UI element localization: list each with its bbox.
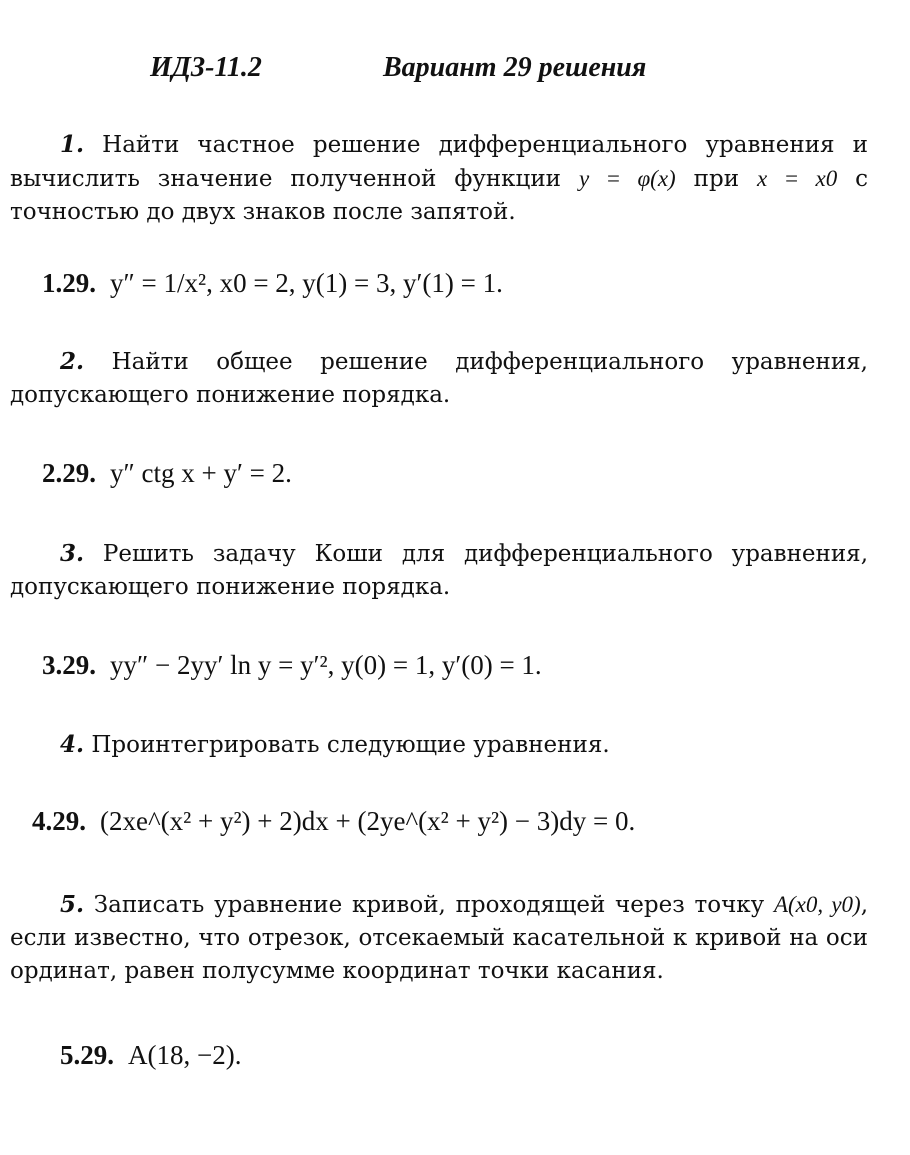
formula-2-id: 2.29. — [42, 458, 96, 488]
variant-title: Вариант 29 решения — [383, 52, 647, 83]
task-5-text-2: , если известно, что отрезок, отсекаемый касательной к кривой на оси ординат, равен полусумме координат точки касания. — [10, 892, 869, 984]
formula-5-expression: A(18, −2). — [128, 1040, 242, 1070]
formula-5 — [60, 1040, 241, 1071]
task-1-math-1: y = φ(x) — [578, 166, 676, 191]
formula-1-id: 1.29. — [42, 268, 96, 298]
task-1-text-2: при — [693, 166, 740, 192]
task-1 — [10, 128, 868, 229]
task-3-number: 3. — [60, 540, 85, 567]
task-3 — [10, 537, 868, 604]
formula-4-expression: (2xe^(x² + y²) + 2)dx + (2ye^(x² + y²) − 3)dy = 0. — [100, 806, 636, 836]
task-1-text-3: с точностью до двух знаков после запятой. — [10, 166, 869, 225]
task-5 — [10, 888, 868, 988]
task-2-number: 2. — [60, 348, 85, 375]
task-2 — [10, 345, 868, 412]
task-5-text-1: Записать уравнение кривой, проходящей через точку — [93, 892, 765, 918]
formula-5-id: 5.29. — [60, 1040, 114, 1070]
task-5-number: 5. — [60, 891, 85, 918]
formula-2 — [42, 458, 292, 489]
task-4 — [10, 728, 868, 762]
formula-3-id: 3.29. — [42, 650, 96, 680]
task-5-math-1: A(x0, y0) — [773, 892, 861, 917]
formula-3 — [42, 650, 542, 681]
assignment-title: ИДЗ-11.2 — [150, 52, 262, 83]
formula-1-expression: y″ = 1/x², x0 = 2, y(1) = 3, y′(1) = 1. — [110, 268, 503, 298]
formula-2-expression: y″ ctg x + y′ = 2. — [110, 458, 292, 488]
formula-4 — [32, 806, 635, 837]
task-2-text: Найти общее решение дифференциального уравнения, допускающего понижение порядка. — [10, 349, 868, 408]
task-3-text: Решить задачу Коши для дифференциального уравнения, допускающего понижение порядка. — [10, 541, 869, 600]
task-1-math-2: x = x0 — [757, 166, 838, 191]
task-4-text: Проинтегрировать следующие уравнения. — [91, 732, 610, 758]
formula-1 — [42, 268, 503, 299]
task-4-number: 4. — [60, 731, 85, 758]
task-1-number: 1. — [60, 131, 85, 158]
formula-4-id: 4.29. — [32, 806, 86, 836]
task-1-text-1: Найти частное решение дифференциального уравнения и вычислить значение полученной функции — [10, 132, 868, 192]
formula-3-expression: yy″ − 2yy′ ln y = y′², y(0) = 1, y′(0) = 1. — [110, 650, 542, 680]
